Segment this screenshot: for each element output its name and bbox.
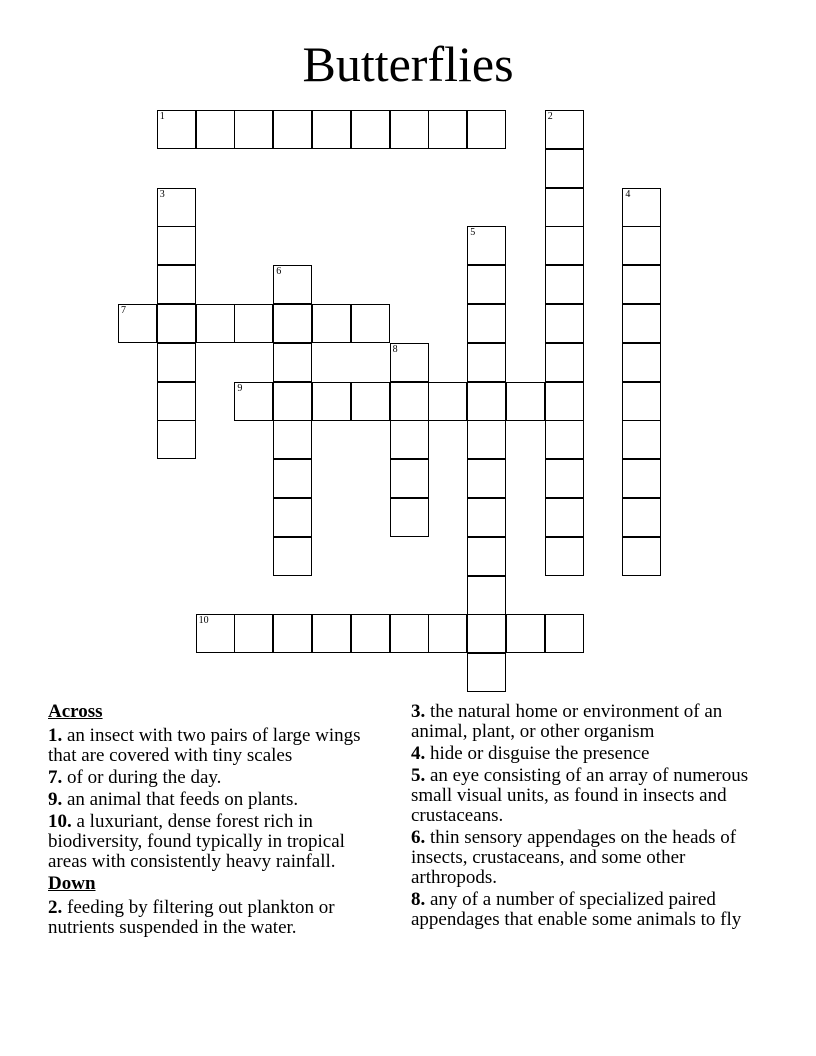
clue-across-9 — [48, 790, 388, 810]
grid-cell[interactable] — [467, 265, 506, 304]
clue-number-label: 4 — [625, 188, 631, 200]
grid-cell[interactable] — [467, 226, 506, 265]
clue-text: the natural home or environment of an animal, plant, or other organism — [411, 701, 723, 742]
grid-cell[interactable] — [467, 576, 506, 615]
grid-cell[interactable] — [545, 110, 584, 149]
grid-cell[interactable] — [622, 382, 661, 421]
clue-number-label: 8 — [392, 343, 398, 355]
grid-cell[interactable] — [118, 304, 157, 343]
grid-cell[interactable] — [390, 498, 429, 537]
clue-number-label: 3 — [159, 188, 165, 200]
grid-cell[interactable] — [157, 188, 196, 227]
grid-cell[interactable] — [390, 110, 429, 149]
clue-text: a luxuriant, dense forest rich in biodiversity, found typically in tropical areas with consistently heavy rainfall. — [48, 811, 345, 872]
clue-number-label: 5 — [470, 227, 476, 239]
clue-across-7 — [48, 768, 388, 788]
grid-cell[interactable] — [545, 498, 584, 537]
clue-number: 3. — [411, 701, 426, 722]
clue-text: thin sensory appendages on the heads of insects, crustaceans, and some other arthropods. — [411, 827, 737, 888]
clue-number-label: 7 — [121, 305, 126, 316]
grid-cell[interactable] — [312, 382, 351, 421]
grid-cell[interactable] — [157, 420, 196, 459]
grid-cell[interactable] — [622, 304, 661, 343]
grid-cell[interactable] — [506, 382, 545, 421]
grid-cell[interactable] — [545, 265, 584, 304]
clues-left-column — [48, 702, 388, 940]
grid-cell[interactable] — [312, 614, 351, 653]
grid-cell[interactable] — [196, 110, 235, 149]
grid-cell[interactable] — [273, 498, 312, 537]
grid-cell[interactable] — [545, 149, 584, 188]
clue-text: an eye consisting of an array of numerous small visual units, as found in insects and crustaceans. — [411, 765, 749, 826]
grid-cell[interactable] — [622, 188, 661, 227]
grid-cell[interactable] — [545, 614, 584, 653]
grid-cell[interactable] — [234, 110, 273, 149]
grid-cell[interactable] — [157, 110, 196, 149]
grid-cell[interactable] — [234, 304, 273, 343]
clue-number-label: 10 — [198, 615, 209, 627]
clue-number-label: 2 — [547, 111, 553, 122]
grid-cell[interactable] — [351, 304, 390, 343]
grid-cell[interactable] — [545, 459, 584, 498]
across-heading: Across — [48, 701, 103, 722]
grid-cell[interactable] — [622, 459, 661, 498]
grid-cell[interactable] — [273, 420, 312, 459]
grid-cell[interactable] — [273, 382, 312, 421]
clue-text: hide or disguise the presence — [425, 743, 650, 764]
grid-cell[interactable] — [273, 304, 312, 343]
clue-number-label: 1 — [159, 111, 165, 122]
grid-cell[interactable] — [196, 304, 235, 343]
grid-cell[interactable] — [273, 537, 312, 576]
grid-cell[interactable] — [467, 420, 506, 459]
grid-cell[interactable] — [467, 343, 506, 382]
grid-cell[interactable] — [467, 110, 506, 149]
grid-cell[interactable] — [157, 382, 196, 421]
grid-cell[interactable] — [506, 614, 545, 653]
grid-cell[interactable] — [622, 343, 661, 382]
grid-cell[interactable] — [273, 110, 312, 149]
clue-number: 8. — [411, 889, 426, 910]
grid-cell[interactable] — [428, 382, 467, 421]
clue-number-label: 6 — [276, 266, 282, 278]
grid-cell[interactable] — [428, 614, 467, 653]
grid-cell[interactable] — [273, 343, 312, 382]
grid-cell[interactable] — [622, 265, 661, 304]
clue-number: 9. — [48, 789, 63, 810]
grid-cell[interactable] — [545, 382, 584, 421]
clue-number: 4. — [411, 743, 426, 764]
grid-cell[interactable] — [467, 304, 506, 343]
grid-cell[interactable] — [351, 110, 390, 149]
grid-cell[interactable] — [312, 110, 351, 149]
grid-cell[interactable] — [467, 614, 506, 653]
grid-cell[interactable] — [545, 420, 584, 459]
grid-cell[interactable] — [545, 226, 584, 265]
grid-cell[interactable] — [622, 498, 661, 537]
grid-cell[interactable] — [157, 304, 196, 343]
grid-cell[interactable] — [467, 382, 506, 421]
clue-text: feeding by filtering out plankton or nutrients suspended in the water. — [48, 897, 335, 938]
grid-cell[interactable] — [467, 653, 506, 692]
clue-number: 6. — [411, 827, 426, 848]
clue-across-1 — [48, 726, 388, 766]
puzzle-title: Butterflies — [302, 36, 514, 92]
grid-cell[interactable] — [390, 382, 429, 421]
grid-cell[interactable] — [428, 110, 467, 149]
grid-cell[interactable] — [351, 382, 390, 421]
clue-number: 10. — [48, 811, 72, 832]
grid-cell[interactable] — [157, 265, 196, 304]
grid-cell[interactable] — [467, 459, 506, 498]
clue-down-4 — [411, 744, 766, 764]
grid-cell[interactable] — [622, 537, 661, 576]
grid-cell[interactable] — [545, 304, 584, 343]
clues-right-column — [411, 702, 766, 932]
grid-cell[interactable] — [157, 343, 196, 382]
clue-number: 7. — [48, 767, 63, 788]
grid-cell[interactable] — [273, 459, 312, 498]
grid-cell[interactable] — [467, 498, 506, 537]
grid-cell[interactable] — [390, 459, 429, 498]
clue-number: 1. — [48, 725, 63, 746]
grid-cell[interactable] — [351, 614, 390, 653]
clue-down-2 — [48, 898, 388, 938]
grid-cell[interactable] — [622, 420, 661, 459]
clue-text: of or during the day. — [62, 767, 222, 788]
clue-number: 5. — [411, 765, 426, 786]
grid-cell[interactable] — [622, 226, 661, 265]
clue-text: an insect with two pairs of large wings that are covered with tiny scales — [48, 725, 361, 766]
clue-down-3 — [411, 702, 766, 742]
grid-cell[interactable] — [545, 537, 584, 576]
grid-cell[interactable] — [545, 188, 584, 227]
clue-down-6 — [411, 828, 766, 888]
grid-cell[interactable] — [390, 420, 429, 459]
grid-cell[interactable] — [312, 304, 351, 343]
clue-text: an animal that feeds on plants. — [62, 789, 299, 810]
clue-text: any of a number of specialized paired appendages that enable some animals to fly — [411, 889, 742, 930]
down-heading: Down — [48, 873, 96, 894]
grid-cell[interactable] — [390, 343, 429, 382]
clue-down-8 — [411, 890, 766, 930]
grid-cell[interactable] — [467, 537, 506, 576]
grid-cell[interactable] — [545, 343, 584, 382]
grid-cell[interactable] — [390, 614, 429, 653]
clue-number: 2. — [48, 897, 63, 918]
grid-cell[interactable] — [157, 226, 196, 265]
clue-down-5 — [411, 766, 766, 826]
grid-cell[interactable] — [273, 614, 312, 653]
grid-cell[interactable] — [196, 614, 235, 653]
clue-across-10 — [48, 812, 388, 872]
grid-cell[interactable] — [234, 614, 273, 653]
grid-cell[interactable] — [234, 382, 273, 421]
clue-number-label: 9 — [237, 382, 243, 394]
grid-cell[interactable] — [273, 265, 312, 304]
